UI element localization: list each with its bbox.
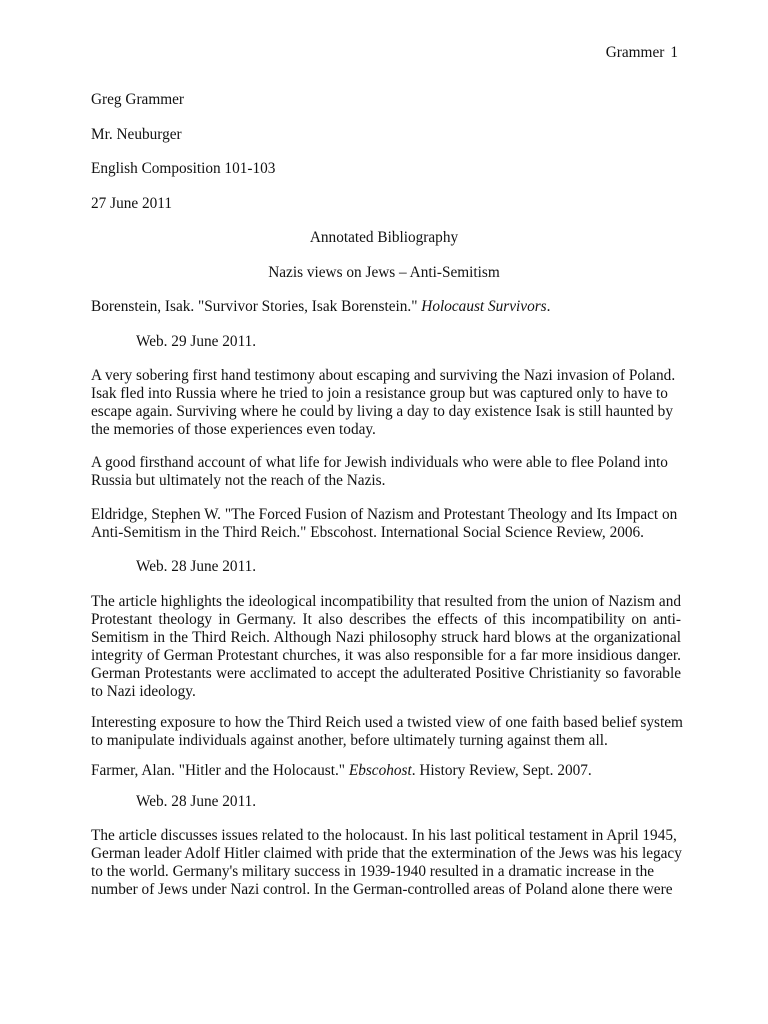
document-subtitle: Nazis views on Jews – Anti-Semitism xyxy=(268,264,500,281)
document-title: Annotated Bibliography xyxy=(309,229,459,246)
citation-1: Borenstein, Isak. "Survivor Stories, Isak Borenstein." Holocaust Survivors. xyxy=(91,298,551,315)
citation-3-web: Web. 28 June 2011. xyxy=(136,793,257,810)
student-name: Greg Grammer xyxy=(91,91,185,108)
course-name: English Composition 101-103 xyxy=(91,160,276,177)
annotation-3-summary: The article discusses issues related to the holocaust. In his last political testament in April 1945, German leader Adolf Hitler claimed with pride that the extermination of the Jews was his legacy to the world. Germany's military success in 1939-1940 resulted in a dramatic increase in the number of Jews under Nazi control. In the German-controlled areas of Poland alone there were xyxy=(91,827,682,898)
header-name: Grammer xyxy=(605,44,665,61)
citation-2: Eldridge, Stephen W. "The Forced Fusion of Nazism and Protestant Theology and Its Impact on Anti-Semitism in the Third Reich." Ebscohost. International Social Science Review, 2006. xyxy=(91,506,678,541)
instructor-name: Mr. Neuburger xyxy=(91,126,182,143)
annotation-2-summary: The article highlights the ideological incompatibility that resulted from the union of Nazism and Protestant theology in Germany. It also describes the effects of this incompatibility on anti- Semitism in the Third Reich. Although Nazi philosophy struck hard blows at the organizational integrity of German Protestant churches, it was also responsible for a far more insidious danger. German Protestants were acclimated to accept the adulterated Positive Christianity so favorable to Nazi ideology. xyxy=(91,593,681,700)
annotation-2-evaluation: Interesting exposure to how the Third Reich used a twisted view of one faith based belief system to manipulate individuals against another, before ultimately turning against them all. xyxy=(91,714,683,749)
annotation-1-summary: A very sobering first hand testimony about escaping and surviving the Nazi invasion of Poland. Isak fled into Russia where he tried to join a resistance group but was captured only to have to escape again. Surviving where he could by living a day to day existence Isak is still haunted by the memories of those experiences even today. xyxy=(91,367,676,438)
citation-3: Farmer, Alan. "Hitler and the Holocaust." Ebscohost. History Review, Sept. 2007. xyxy=(91,762,592,779)
date: 27 June 2011 xyxy=(91,195,173,212)
running-header xyxy=(606,44,678,62)
citation-1-web: Web. 29 June 2011. xyxy=(136,333,257,350)
page-number: 1 xyxy=(670,44,678,61)
citation-2-web: Web. 28 June 2011. xyxy=(136,558,257,575)
annotation-1-evaluation: A good firsthand account of what life for Jewish individuals who were able to flee Poland into Russia but ultimately not the reach of the Nazis. xyxy=(91,454,668,489)
